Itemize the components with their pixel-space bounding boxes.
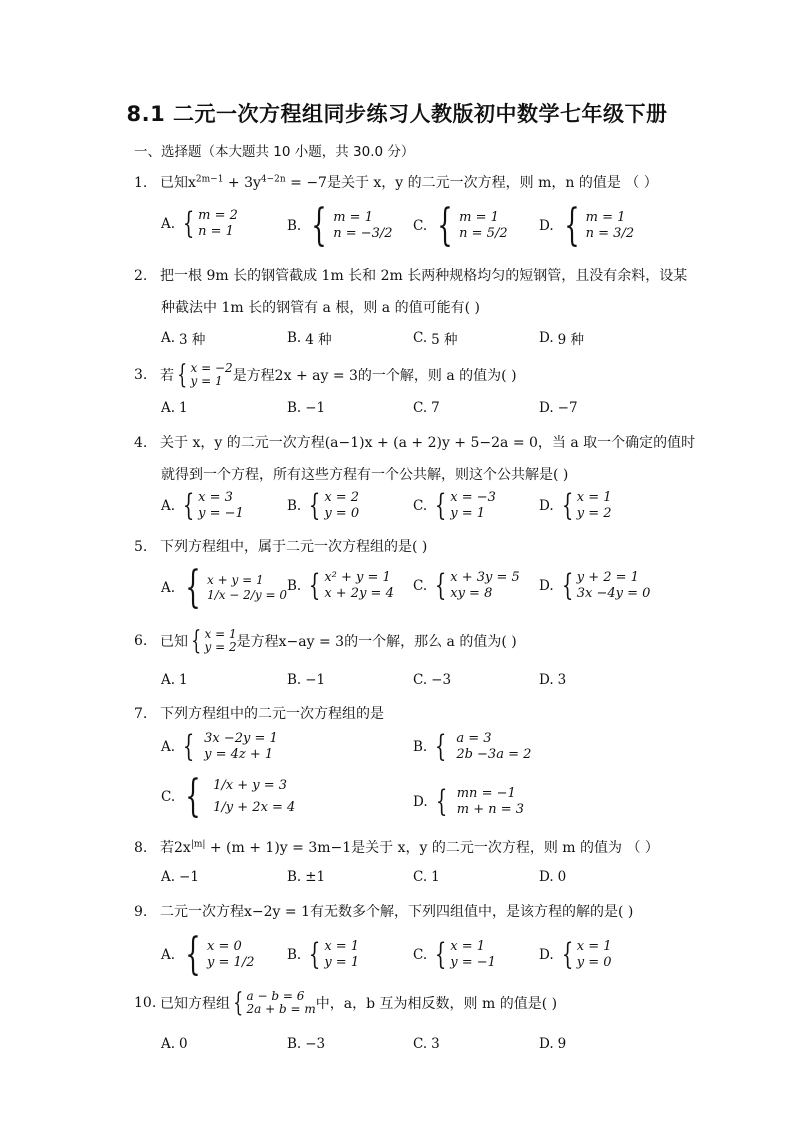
q10-option-d[interactable]: D. 9 (539, 1036, 567, 1052)
q9-option-c[interactable]: C. { x = 1 y = −1 (413, 937, 496, 972)
q10-option-b[interactable]: B. −3 (287, 1036, 326, 1052)
question-2-line-2: 种截法中 1m 长的钢管有 a 根，则 a 的值可能有( ) (161, 300, 480, 316)
q10-option-a[interactable]: A. 0 (161, 1036, 188, 1052)
section-heading: 一、选择题（本大题共 10 小题，共 30.0 分） (134, 144, 415, 160)
question-2: 2. 把一根 9m 长的钢管截成 1m 长和 2m 长两种规格均匀的短钢管，且没有余料，设某 (134, 268, 688, 284)
q3-option-a[interactable]: A. 1 (161, 400, 188, 416)
q9-option-b[interactable]: B. { x = 1 y = 1 (287, 937, 360, 972)
question-5: 5. 下列方程组中，属于二元一次方程组的是( ) (134, 539, 428, 555)
q7-option-b[interactable]: B. { a = 3 2b −3a = 2 (413, 729, 532, 764)
question-1: 1. 已知$x^{2m-1} + 3y^{4-2n} = -7$是关于 x，y 的二元一次方程，则 m，n 的值是 （ ） (134, 174, 658, 191)
question-4: 4. 关于 x，y 的二元一次方程(a−1)x + (a + 2)y + 5−2a = 0，当 a 取一个确定的值时 (134, 435, 696, 451)
q3-option-d[interactable]: D. −7 (539, 400, 578, 416)
q6-option-a[interactable]: A. 1 (161, 672, 188, 688)
q2-option-d[interactable]: D. 9 种 (539, 330, 585, 348)
q1-option-a[interactable]: A. { m = 2 n = 1 (161, 206, 238, 241)
q5-option-a[interactable]: A. { x + y = 1 1/x − 2/y = 0 (161, 562, 287, 613)
q6-option-d[interactable]: D. 3 (539, 672, 567, 688)
q3-option-c[interactable]: C. 7 (413, 400, 440, 416)
question-10: 10. 已知方程组 { a − b = 6 2a + b = m 中，a，b 互为相反数，则 m 的值是( ) (134, 988, 558, 1018)
question-3: 3. 若 { x = −2 y = 1 是方程2x + ay = 3的一个解，则 a 的值为( ) (134, 360, 517, 390)
q6-option-c[interactable]: C. −3 (413, 672, 452, 688)
q8-option-d[interactable]: D. 0 (539, 869, 567, 885)
q4-option-a[interactable]: A. { x = 3 y = −1 (161, 488, 244, 523)
q1-option-b[interactable]: B. { m = 1 n = −3/2 (287, 200, 393, 251)
q5-option-c[interactable]: C. { x + 3y = 5 xy = 8 (413, 568, 520, 603)
q8-option-c[interactable]: C. 1 (413, 869, 440, 885)
q4-option-c[interactable]: C. { x = −3 y = 1 (413, 488, 496, 523)
question-9: 9. 二元一次方程x−2y = 1有无数多个解，下列四组值中，是该方程的解的是( ) (134, 904, 634, 920)
question-7: 7. 下列方程组中的二元一次方程组的是 (134, 706, 384, 722)
q2-option-c[interactable]: C. 5 种 (413, 330, 458, 348)
q8-option-b[interactable]: B. ±1 (287, 869, 326, 885)
q5-option-d[interactable]: D. { y + 2 = 1 3x −4y = 0 (539, 568, 651, 603)
q2-option-b[interactable]: B. 4 种 (287, 330, 332, 348)
q3-option-b[interactable]: B. −1 (287, 400, 326, 416)
q1-option-d[interactable]: D. { m = 1 n = 3/2 (539, 200, 635, 251)
q1-option-c[interactable]: C. { m = 1 n = 5/2 (413, 200, 508, 251)
q2-option-a[interactable]: A. 3 种 (161, 330, 206, 348)
q10-option-c[interactable]: C. 3 (413, 1036, 440, 1052)
q4-option-d[interactable]: D. { x = 1 y = 2 (539, 488, 612, 523)
q9-option-a[interactable]: A. { x = 0 y = 1/2 (161, 929, 255, 980)
page-title: 8.1 二元一次方程组同步练习人教版初中数学七年级下册 (126, 102, 668, 126)
question-8: 8. 若$2x^{|m|} + (m + 1)y = 3m-1$是关于 x，y 的二元一次方程，则 m 的值为 （ ） (134, 839, 659, 856)
q4-option-b[interactable]: B. { x = 2 y = 0 (287, 488, 360, 523)
q7-option-a[interactable]: A. { 3x −2y = 1 y = 4z + 1 (161, 729, 278, 764)
q7-option-c[interactable]: C. { 1/x + y = 3 1/y + 2x = 4 (161, 771, 296, 822)
q8-option-a[interactable]: A. −1 (161, 869, 199, 885)
question-4-line-2: 就得到一个方程，所有这些方程有一个公共解，则这个公共解是( ) (161, 467, 569, 483)
q9-option-d[interactable]: D. { x = 1 y = 0 (539, 937, 612, 972)
q6-option-b[interactable]: B. −1 (287, 672, 326, 688)
q7-option-d[interactable]: D. { mn = −1 m + n = 3 (413, 784, 525, 819)
question-6: 6. 已知 { x = 1 y = 2 是方程x−ay = 3的一个解，那么 a 的值为( ) (134, 626, 517, 656)
question-number: 1. (134, 175, 148, 191)
q5-option-b[interactable]: B. { x² + y = 1 x + 2y = 4 (287, 568, 394, 603)
